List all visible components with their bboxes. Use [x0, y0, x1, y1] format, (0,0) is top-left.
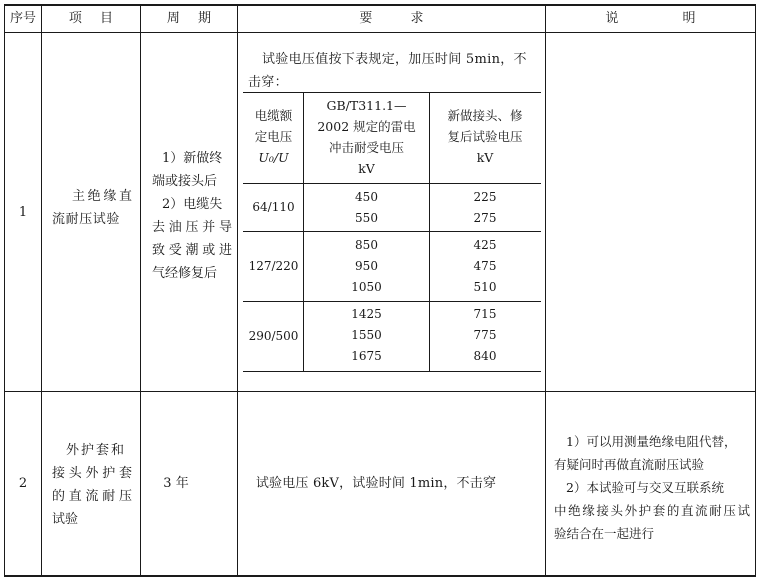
header-no: 序号 — [9, 11, 36, 26]
inner-header-impulse — [304, 95, 429, 179]
inner-value: 1050 — [351, 280, 382, 294]
row2-period-text: 3 年 — [163, 476, 189, 491]
period-line: 气经修复后 — [152, 266, 218, 281]
note-line: 1）可以用测量绝缘电阻代替， — [566, 434, 737, 449]
row2-no-text: 2 — [18, 476, 28, 491]
period-line: 1）新做终 — [162, 151, 223, 166]
inner-value: 950 — [355, 259, 378, 273]
inner-value: 225 — [473, 190, 497, 204]
row2-item-line: 的直流耐压 — [52, 489, 132, 504]
inner-value: 1425 — [351, 307, 382, 321]
header-period: 周 期 — [166, 11, 212, 26]
row1-requirement-intro: 试验电压值按下表规定，加压时间 5min，不击穿： — [248, 52, 527, 90]
period-line: 端或接头后 — [152, 174, 218, 189]
inner-rated-value: 290/500 — [248, 329, 299, 343]
inner-rule-top — [243, 92, 541, 93]
inner-value: 275 — [473, 211, 497, 225]
inner-header-line: U₀/U — [258, 150, 289, 165]
inner-header-line: 冲击耐受电压 — [328, 140, 404, 155]
note-line: 验结合在一起进行 — [554, 526, 655, 541]
inner-test-values — [430, 235, 540, 298]
row1-item — [52, 33, 132, 391]
col-line-4 — [545, 4, 546, 576]
row2-note — [554, 430, 750, 545]
period-line: 致受潮或进 — [152, 243, 232, 258]
row1-no — [5, 33, 41, 391]
note-line: 中绝缘接头外护套的直流耐压试 — [554, 503, 750, 518]
inner-header-rated — [244, 105, 303, 168]
row2-no — [5, 392, 41, 575]
inner-header-line: 2002 规定的雷电 — [317, 119, 416, 134]
inner-value: 715 — [473, 307, 497, 321]
period-line: 去油压并导 — [152, 220, 232, 235]
inner-value: 840 — [473, 349, 497, 363]
inner-value: 1675 — [351, 349, 382, 363]
inner-test-values — [430, 187, 540, 229]
inner-header-line: kV — [358, 161, 375, 176]
inner-header-test — [430, 105, 540, 168]
row2-item-line: 试验 — [52, 512, 79, 527]
inner-header-line: 复后试验电压 — [447, 129, 523, 144]
inner-value: 550 — [355, 211, 378, 225]
inner-header-line: GB/T311.1— — [326, 98, 407, 113]
row2-requirement — [238, 392, 514, 575]
inner-value: 775 — [473, 328, 497, 342]
col-line-1 — [41, 4, 42, 576]
note-line: 2）本试验可与交叉互联系统 — [566, 480, 724, 495]
inner-header-line: 定电压 — [254, 129, 293, 144]
inner-rated-value: 64/110 — [252, 200, 295, 214]
row1-item-line: 流耐压试验 — [52, 212, 121, 227]
row2-period — [141, 392, 211, 575]
row1-item-line: 主绝缘直 — [72, 189, 132, 204]
header-item: 项 目 — [68, 11, 114, 26]
header-note: 说 明 — [605, 11, 696, 26]
row2-item — [52, 439, 132, 531]
row2-item-line: 外护套和 — [66, 443, 127, 458]
header-requirement: 要 求 — [359, 11, 424, 26]
note-line: 有疑问时再做直流耐压试验 — [554, 457, 705, 472]
inner-header-line: kV — [476, 150, 494, 165]
inner-rule-bottom — [243, 371, 541, 372]
inner-value: 850 — [355, 238, 378, 252]
col-line-right — [755, 4, 756, 576]
inner-impulse-values — [304, 187, 429, 229]
inner-header-line: 电缆额 — [254, 108, 293, 123]
inner-header-line: 新做接头、修 — [447, 108, 523, 123]
inner-impulse-values — [304, 304, 429, 367]
row2-item-line: 接头外护套 — [52, 466, 132, 481]
inner-test-values — [430, 304, 540, 367]
inner-value: 1550 — [351, 328, 382, 342]
rule-bottom — [4, 575, 756, 577]
inner-impulse-values — [304, 235, 429, 298]
row1-period — [152, 147, 232, 285]
inner-rated-value: 127/220 — [248, 259, 299, 273]
inner-value: 425 — [473, 238, 497, 252]
inner-value: 475 — [473, 259, 497, 273]
inner-value: 450 — [355, 190, 378, 204]
row2-requirement-text: 试验电压 6kV，试验时间 1min，不击穿 — [255, 476, 497, 491]
inner-value: 510 — [473, 280, 497, 294]
period-line: 2）电缆失 — [162, 197, 223, 212]
row1-no-text: 1 — [18, 204, 28, 220]
